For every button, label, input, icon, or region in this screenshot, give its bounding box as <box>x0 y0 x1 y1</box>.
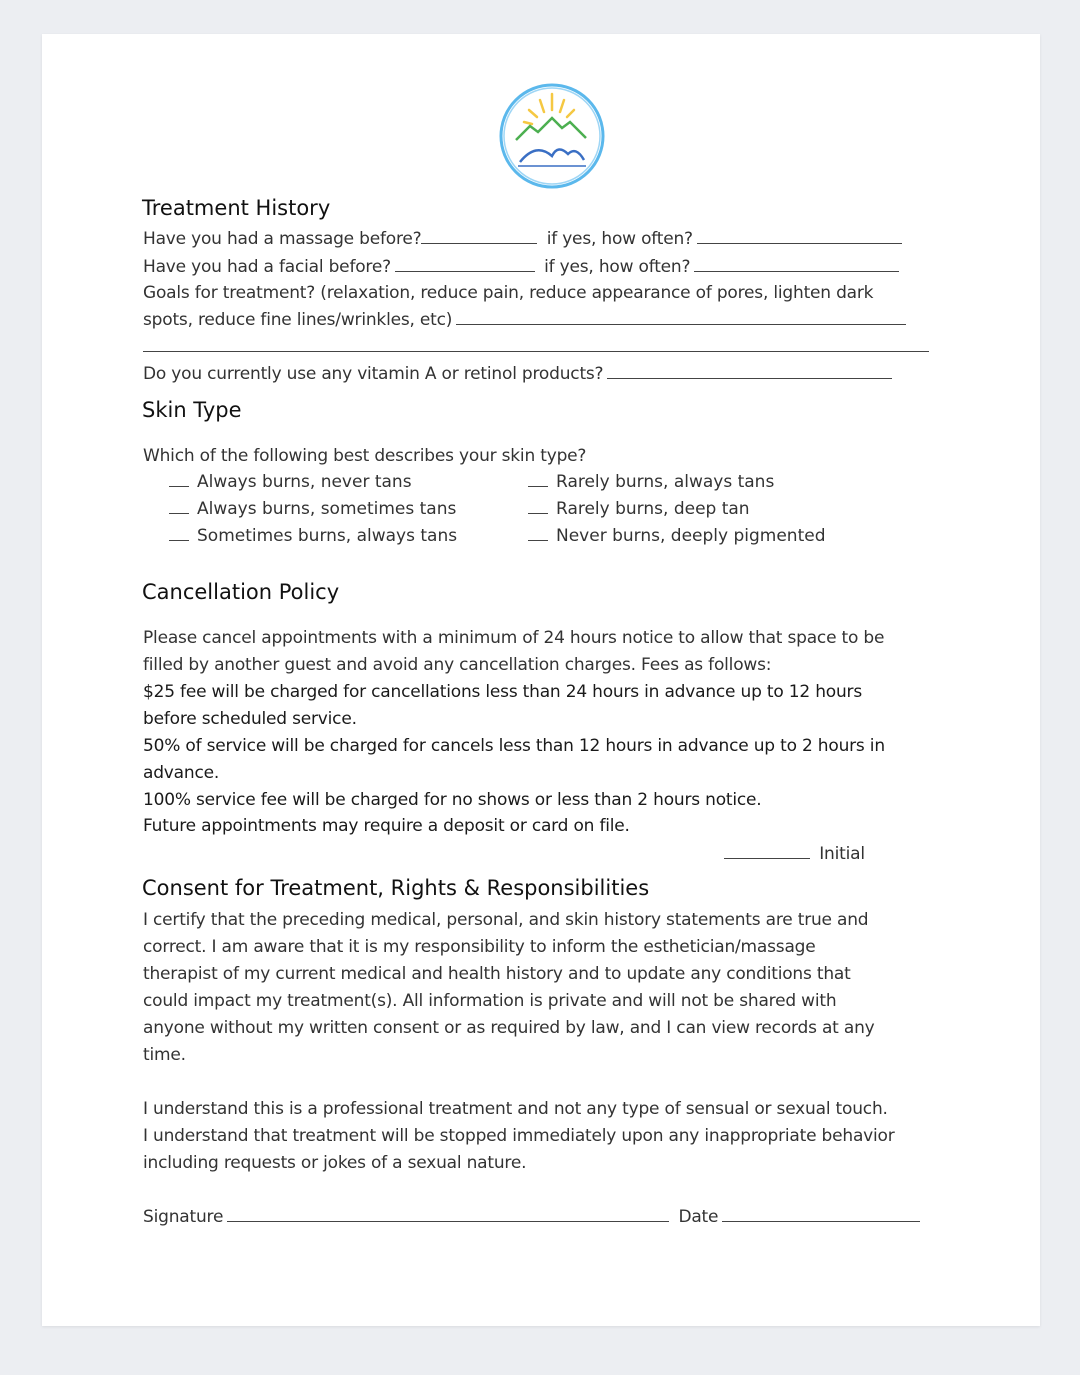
consent-line: including requests or jokes of a sexual nature. <box>143 1153 527 1173</box>
form-page <box>42 34 1040 1326</box>
goals-field[interactable] <box>456 306 906 325</box>
consent-line: I understand this is a professional treatment and not any type of sensual or sexual touch. <box>143 1099 888 1119</box>
skin-option[interactable]: Rarely burns, deep tan <box>528 495 750 523</box>
skin-option[interactable]: Always burns, never tans <box>169 468 412 496</box>
consent-line: therapist of my current medical and health history and to update any conditions that <box>143 964 851 984</box>
skin-option[interactable]: Never burns, deeply pigmented <box>528 522 826 550</box>
policy-line: filled by another guest and avoid any cancellation charges. Fees as follows: <box>143 655 772 675</box>
consent-line: could impact my treatment(s). All information is private and will not be shared with <box>143 991 837 1011</box>
consent-line: anyone without my written consent or as required by law, and I can view records at any <box>143 1018 875 1038</box>
goals-question-line2: spots, reduce fine lines/wrinkles, etc) <box>143 306 910 334</box>
initial-row: Initial <box>724 840 865 868</box>
treatment-history-heading: Treatment History <box>142 196 331 220</box>
skin-type-question: Which of the following best describes your skin type? <box>143 446 587 466</box>
consent-line: I understand that treatment will be stopped immediately upon any inappropriate behavior <box>143 1126 895 1146</box>
skin-type-heading: Skin Type <box>142 398 242 422</box>
date-field[interactable] <box>722 1203 920 1222</box>
initial-field[interactable] <box>724 840 810 859</box>
consent-heading: Consent for Treatment, Rights & Responsibilities <box>142 876 650 900</box>
retinol-field[interactable] <box>607 360 892 379</box>
goals-field-extra[interactable] <box>143 333 929 361</box>
goals-question-line1: Goals for treatment? (relaxation, reduce pain, reduce appearance of pores, lighten dark <box>143 283 874 303</box>
policy-line: 100% service fee will be charged for no shows or less than 2 hours notice. <box>143 790 762 810</box>
consent-line: time. <box>143 1045 186 1065</box>
skin-option[interactable]: Rarely burns, always tans <box>528 468 774 496</box>
signature-row: Signature Date <box>143 1203 924 1231</box>
consent-line: correct. I am aware that it is my responsibility to inform the esthetician/massage <box>143 937 816 957</box>
massage-answer-field[interactable] <box>421 225 537 244</box>
facial-question: Have you had a facial before? if yes, how often? <box>143 253 903 281</box>
skin-option[interactable]: Sometimes burns, always tans <box>169 522 457 550</box>
policy-line: before scheduled service. <box>143 709 357 729</box>
policy-line: advance. <box>143 763 220 783</box>
cancellation-heading: Cancellation Policy <box>142 580 340 604</box>
massage-question: Have you had a massage before? if yes, how often? <box>143 225 906 253</box>
policy-line: Future appointments may require a deposit or card on file. <box>143 816 630 836</box>
signature-field[interactable] <box>227 1203 669 1222</box>
policy-line: $25 fee will be charged for cancellations less than 24 hours in advance up to 12 hours <box>143 682 862 702</box>
facial-frequency-field[interactable] <box>694 253 899 272</box>
policy-line: Please cancel appointments with a minimum of 24 hours notice to allow that space to be <box>143 628 885 648</box>
massage-frequency-field[interactable] <box>697 225 902 244</box>
policy-line: 50% of service will be charged for cancels less than 12 hours in advance up to 2 hours in <box>143 736 885 756</box>
logo-icon <box>496 80 608 192</box>
facial-answer-field[interactable] <box>395 253 535 272</box>
consent-line: I certify that the preceding medical, personal, and skin history statements are true and <box>143 910 869 930</box>
skin-option[interactable]: Always burns, sometimes tans <box>169 495 456 523</box>
retinol-question: Do you currently use any vitamin A or retinol products? <box>143 360 896 388</box>
